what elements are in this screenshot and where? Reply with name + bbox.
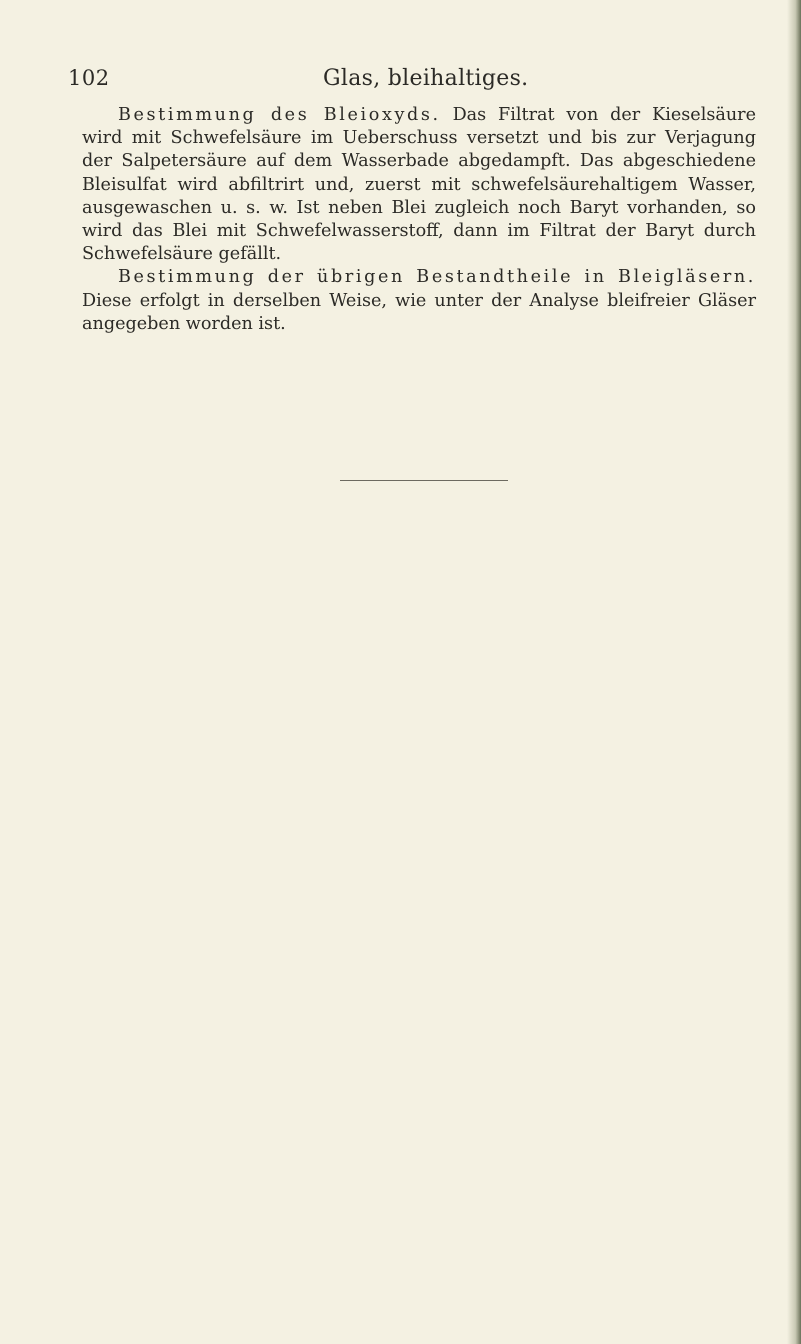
paragraph-bestandtheile [82,266,756,336]
body-text [82,104,756,336]
paragraph-text: Das Filtrat von der Kieselsäure wird mit Schwefelsäure im Ueberschuss versetzt und bis zur Verjagung der Salpetersäure auf dem Wasserbade abgedampft. Das abgeschiedene Bleisulfat wird abfiltrirt und, zuerst mit schwefelsäurehaltigem Wasser, ausgewaschen u. s. w. Ist neben Blei zugleich noch Baryt vorhanden, so wird das Blei mit Schwefelwasserstoff, dann im Filtrat der Baryt durch Schwefelsäure gefällt. [82,105,756,265]
paragraph-heading: Bestimmung der übrigen Bestandtheile in Bleigläsern. [118,267,756,288]
paragraph-bleioxyd [82,104,756,266]
paragraph-heading: Bestimmung des Bleioxyds. [118,105,441,125]
page-edge-shadow [787,0,801,1344]
page-header [68,66,758,96]
running-title: Glas, bleihaltiges. [323,66,529,91]
section-divider-rule [340,480,508,481]
page-number: 102 [68,66,110,90]
paragraph-text: Diese erfolgt in derselben Weise, wie unter der Analyse bleifreier Gläser angegeben worden ist. [82,290,756,334]
